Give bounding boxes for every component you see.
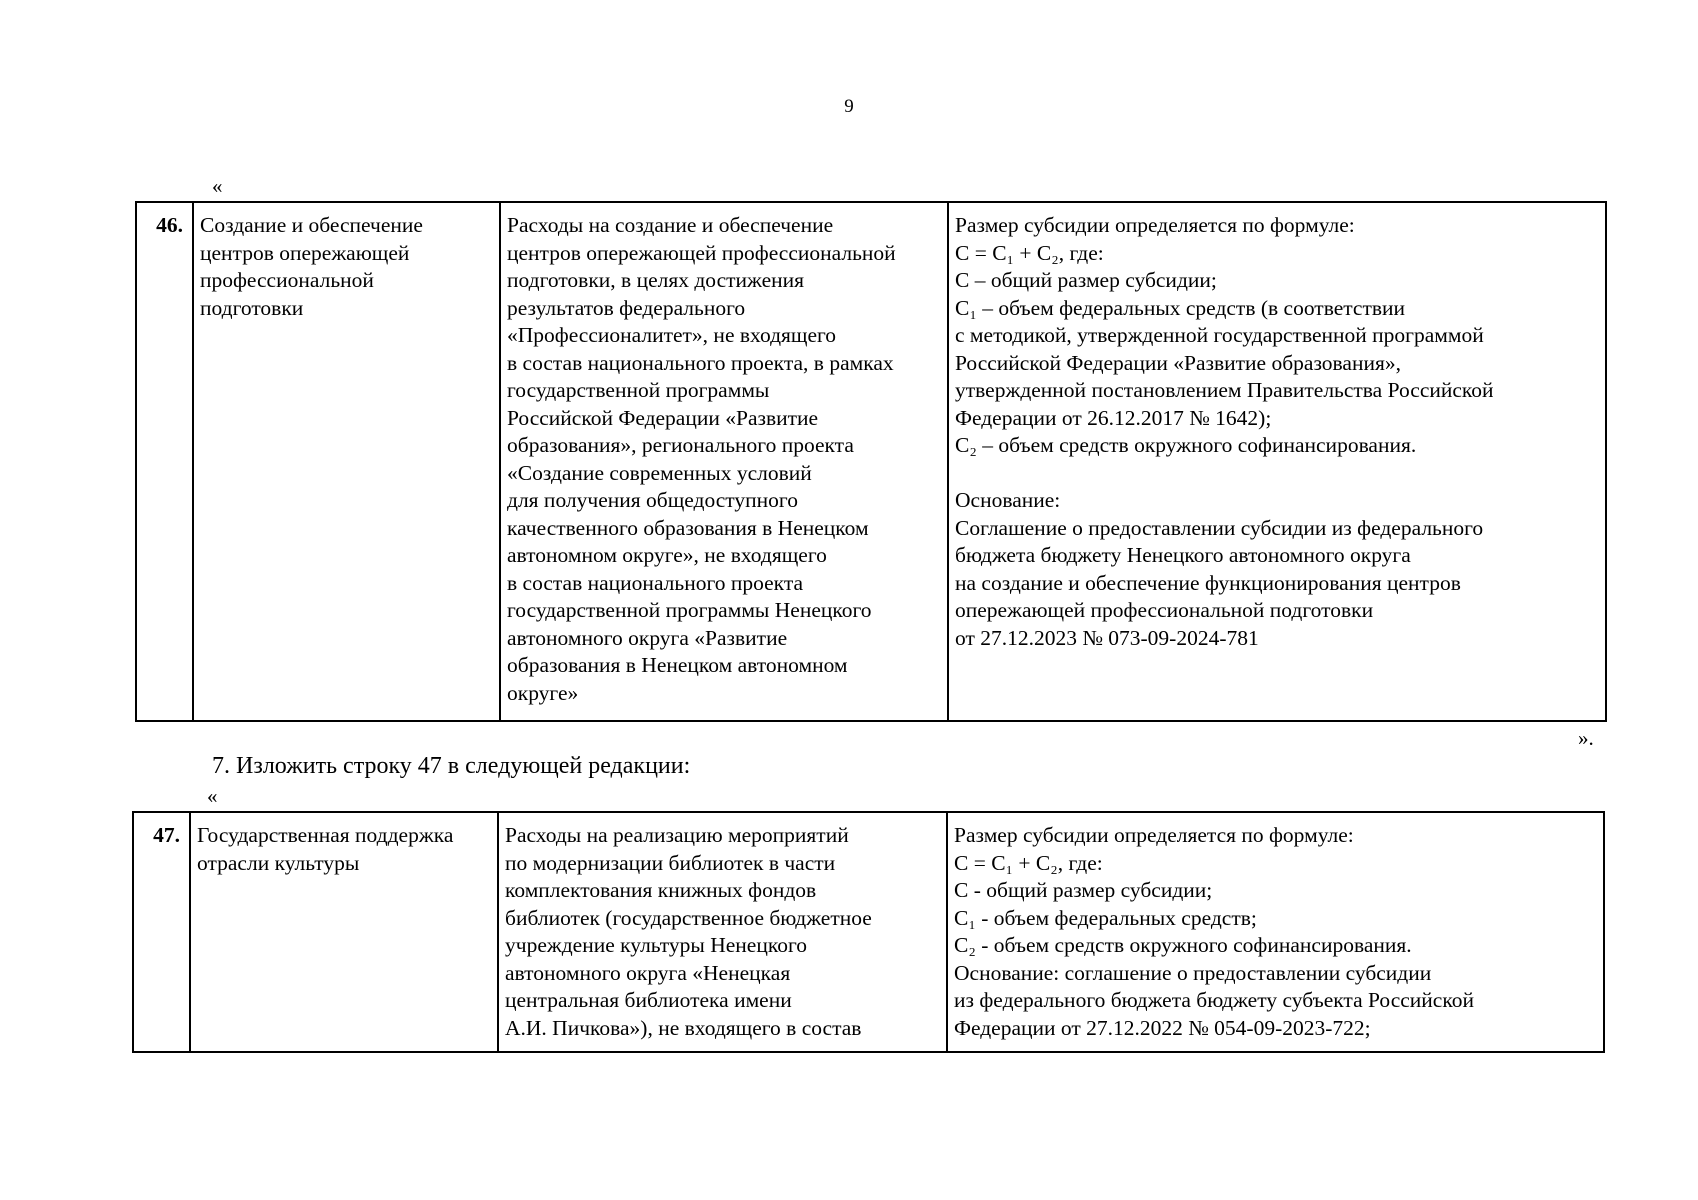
cell-line: для получения общедоступного — [507, 488, 798, 512]
cell-line: Основание: соглашение о предоставлении субсидии — [954, 960, 1432, 985]
cell-line: центральная библиотека имени — [505, 988, 792, 1012]
table-row — [133, 812, 1604, 1052]
cell-line: Государственная поддержка — [197, 823, 454, 847]
cell-line: С₁ – объем федеральных средств (в соответствии — [955, 295, 1406, 320]
cell-line: Соглашение о предоставлении субсидии из федерального — [955, 515, 1484, 540]
cell-line: в состав национального проекта, в рамках — [507, 350, 894, 375]
cell-line: «Профессионалитет», не входящего — [507, 323, 837, 347]
cell-line: учреждение культуры Ненецкого — [505, 933, 807, 957]
table-row-47 — [132, 811, 1605, 1053]
formula-lines — [954, 822, 1598, 1042]
cell-line: Создание и обеспечение — [200, 213, 423, 237]
expense-lines — [505, 822, 941, 1042]
table1-open-quote: « — [212, 174, 223, 198]
cell-line: С₂ – объем средств окружного софинансирования. — [955, 433, 1417, 457]
cell-line: бюджета бюджету Ненецкого автономного округа — [955, 543, 1411, 567]
cell-line: С - общий размер субсидии; — [954, 878, 1213, 902]
row-number: 46. — [156, 213, 183, 237]
cell-line: библиотек (государственное бюджетное — [505, 905, 872, 930]
cell-line: результатов федерального — [507, 295, 746, 320]
formula-lines — [955, 212, 1600, 652]
name-lines — [200, 212, 494, 322]
cell-line: образования в Ненецком автономном — [507, 653, 848, 677]
cell-line: Российской Федерации «Развитие образования», — [955, 350, 1401, 375]
cell-line: государственной программы Ненецкого — [507, 598, 872, 622]
cell-line: подготовки — [200, 295, 304, 320]
cell-line: автономном округе», не входящего — [507, 543, 827, 567]
cell-line: Расходы на создание и обеспечение — [507, 213, 834, 237]
cell-line: С – общий размер субсидии; — [955, 268, 1217, 292]
instruction-text: 7. Изложить строку 47 в следующей редакции: — [212, 753, 691, 779]
row-number-cell — [136, 202, 193, 721]
cell-line: центров опережающей профессиональной — [507, 240, 896, 265]
cell-line: «Создание современных условий — [507, 460, 812, 485]
name-cell — [193, 202, 500, 721]
row-number-cell — [133, 812, 190, 1052]
table1-close-quote: ». — [1578, 726, 1594, 750]
cell-line: с методикой, утвержденной государственной программой — [955, 323, 1484, 347]
cell-line: округе» — [507, 680, 579, 705]
cell-line: Размер субсидии определяется по формуле: — [955, 213, 1355, 237]
cell-line: С = С₁ + С₂, где: — [954, 850, 1103, 875]
cell-line: отрасли культуры — [197, 850, 360, 875]
cell-line — [955, 460, 1600, 488]
cell-line: по модернизации библиотек в части — [505, 850, 836, 875]
cell-line: центров опережающей — [200, 240, 410, 265]
expense-cell — [498, 812, 947, 1052]
cell-line: из федерального бюджета бюджету субъекта Российской — [954, 988, 1474, 1012]
cell-line: Федерации от 26.12.2017 № 1642); — [955, 405, 1272, 430]
cell-line: А.И. Пичкова»), не входящего в состав — [505, 1015, 862, 1040]
name-cell — [190, 812, 498, 1052]
table2-open-quote: « — [207, 784, 218, 808]
cell-line: Расходы на реализацию мероприятий — [505, 823, 849, 847]
cell-line: на создание и обеспечение функционирования центров — [955, 570, 1461, 595]
cell-line: автономного округа «Ненецкая — [505, 960, 791, 985]
cell-line: комплектования книжных фондов — [505, 878, 817, 902]
name-lines — [197, 822, 492, 877]
expense-lines — [507, 212, 942, 707]
formula-cell — [947, 812, 1604, 1052]
cell-line: государственной программы — [507, 378, 770, 402]
cell-line: С₁ - объем федеральных средств; — [954, 905, 1257, 930]
cell-line: образования», регионального проекта — [507, 433, 854, 457]
cell-line: опережающей профессиональной подготовки — [955, 598, 1374, 622]
page-number: 9 — [844, 96, 854, 117]
cell-line: качественного образования в Ненецком — [507, 515, 869, 540]
cell-line: от 27.12.2023 № 073-09-2024-781 — [955, 625, 1259, 650]
cell-line: Российской Федерации «Развитие — [507, 405, 819, 430]
expense-cell — [500, 202, 948, 721]
cell-line: автономного округа «Развитие — [507, 625, 788, 650]
cell-line: С₂ - объем средств окружного софинансирования. — [954, 933, 1412, 957]
row-number: 47. — [153, 823, 180, 847]
cell-line: утвержденной постановлением Правительства Российской — [955, 378, 1494, 402]
table-row-46 — [135, 201, 1607, 722]
table-row — [136, 202, 1606, 721]
cell-line: профессиональной — [200, 268, 374, 292]
cell-line: в состав национального проекта — [507, 570, 804, 595]
cell-line: Основание: — [955, 488, 1061, 512]
cell-line: Размер субсидии определяется по формуле: — [954, 823, 1354, 847]
cell-line: С = С₁ + С₂, где: — [955, 240, 1104, 265]
cell-line: подготовки, в целях достижения — [507, 268, 805, 292]
cell-line: Федерации от 27.12.2022 № 054-09-2023-722; — [954, 1015, 1371, 1040]
formula-cell — [948, 202, 1606, 721]
